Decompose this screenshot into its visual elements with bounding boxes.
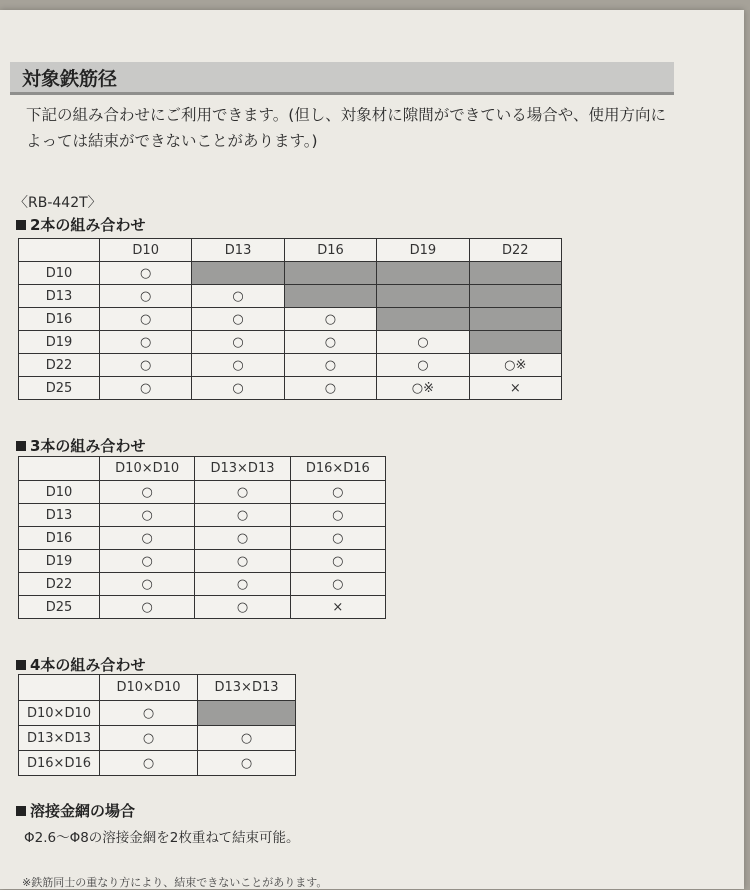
row-header: D19 bbox=[19, 550, 100, 573]
table-cell bbox=[192, 262, 284, 285]
table-cell: ○ bbox=[192, 285, 284, 308]
row-header: D16×D16 bbox=[19, 751, 100, 776]
table-cell: ○ bbox=[195, 573, 290, 596]
table-row bbox=[19, 504, 386, 527]
table-four-bar bbox=[18, 674, 296, 776]
table4-heading bbox=[16, 654, 145, 675]
table-cell: ○ bbox=[100, 262, 192, 285]
welded-mesh-heading-text: 溶接金網の場合 bbox=[30, 802, 136, 820]
table2-heading-text: 2本の組み合わせ bbox=[30, 216, 146, 234]
square-bullet-icon bbox=[16, 806, 26, 816]
table-cell: ○ bbox=[290, 527, 385, 550]
table-cell: ○ bbox=[100, 331, 192, 354]
table-cell: ○ bbox=[284, 331, 376, 354]
table-cell: ○ bbox=[100, 504, 195, 527]
table-header-row bbox=[19, 239, 562, 262]
row-header: D25 bbox=[19, 377, 100, 400]
table-cell: ○ bbox=[100, 308, 192, 331]
table-cell: ○ bbox=[192, 377, 284, 400]
table-cell: ○ bbox=[100, 377, 192, 400]
table4-heading-text: 4本の組み合わせ bbox=[30, 656, 146, 674]
welded-mesh-heading bbox=[16, 800, 135, 821]
table-row bbox=[19, 481, 386, 504]
table-row bbox=[19, 573, 386, 596]
corner-cell bbox=[19, 239, 100, 262]
table-cell: ○ bbox=[100, 573, 195, 596]
table-cell: ○※ bbox=[377, 377, 469, 400]
table-cell bbox=[469, 262, 561, 285]
footnote: ※鉄筋同士の重なり方により、結束できないことがあります。 bbox=[22, 876, 328, 889]
table-cell bbox=[284, 262, 376, 285]
table-cell: ○ bbox=[100, 527, 195, 550]
table-cell bbox=[198, 701, 296, 726]
table-row bbox=[19, 550, 386, 573]
table-cell: ○ bbox=[100, 285, 192, 308]
table-cell: ○ bbox=[195, 527, 290, 550]
column-header: D19 bbox=[377, 239, 469, 262]
square-bullet-icon bbox=[16, 441, 26, 451]
table-row bbox=[19, 262, 562, 285]
row-header: D13×D13 bbox=[19, 726, 100, 751]
table-cell: ○ bbox=[192, 331, 284, 354]
row-header: D16 bbox=[19, 527, 100, 550]
table-cell: ○ bbox=[192, 308, 284, 331]
square-bullet-icon bbox=[16, 660, 26, 670]
table-cell: ○ bbox=[100, 701, 198, 726]
table-cell: ○ bbox=[195, 550, 290, 573]
table-cell: ○ bbox=[290, 573, 385, 596]
square-bullet-icon bbox=[16, 220, 26, 230]
table-cell: ○ bbox=[192, 354, 284, 377]
table-header-row bbox=[19, 457, 386, 481]
column-header: D16×D16 bbox=[290, 457, 385, 481]
table-cell: ○ bbox=[100, 481, 195, 504]
row-header: D10 bbox=[19, 481, 100, 504]
table-row bbox=[19, 308, 562, 331]
table-cell bbox=[284, 285, 376, 308]
corner-cell bbox=[19, 675, 100, 701]
row-header: D10 bbox=[19, 262, 100, 285]
column-header: D16 bbox=[284, 239, 376, 262]
model-label: 〈RB-442T〉 bbox=[14, 195, 102, 211]
table-cell: ○ bbox=[195, 481, 290, 504]
row-header: D13 bbox=[19, 285, 100, 308]
table-row bbox=[19, 285, 562, 308]
table-cell: ○ bbox=[284, 308, 376, 331]
table-row bbox=[19, 726, 296, 751]
row-header: D10×D10 bbox=[19, 701, 100, 726]
column-header: D10×D10 bbox=[100, 675, 198, 701]
table-three-bar bbox=[18, 456, 386, 619]
table-row bbox=[19, 527, 386, 550]
table-cell bbox=[377, 285, 469, 308]
table-row bbox=[19, 354, 562, 377]
table-cell: ○ bbox=[195, 504, 290, 527]
table-cell: ○ bbox=[198, 726, 296, 751]
table-cell: ○ bbox=[377, 331, 469, 354]
table-cell bbox=[469, 308, 561, 331]
table-cell: ○ bbox=[100, 751, 198, 776]
table-cell: × bbox=[469, 377, 561, 400]
table3-heading-text: 3本の組み合わせ bbox=[30, 437, 146, 455]
table2-heading bbox=[16, 214, 145, 235]
table-row bbox=[19, 596, 386, 619]
table-cell: × bbox=[290, 596, 385, 619]
column-header: D13×D13 bbox=[195, 457, 290, 481]
table-cell bbox=[469, 285, 561, 308]
table-cell: ○ bbox=[198, 751, 296, 776]
row-header: D13 bbox=[19, 504, 100, 527]
table-cell: ○ bbox=[100, 354, 192, 377]
row-header: D16 bbox=[19, 308, 100, 331]
table-cell: ○ bbox=[284, 354, 376, 377]
row-header: D22 bbox=[19, 573, 100, 596]
table-cell bbox=[377, 308, 469, 331]
column-header: D10×D10 bbox=[100, 457, 195, 481]
table-cell: ○ bbox=[290, 550, 385, 573]
column-header: D13 bbox=[192, 239, 284, 262]
table-cell bbox=[377, 262, 469, 285]
table-cell bbox=[469, 331, 561, 354]
section-title: 対象鉄筋径 bbox=[22, 68, 118, 90]
table-cell: ○ bbox=[100, 726, 198, 751]
row-header: D22 bbox=[19, 354, 100, 377]
welded-mesh-text: Φ2.6～Φ8の溶接金網を2枚重ねて結束可能。 bbox=[24, 830, 300, 846]
table-row bbox=[19, 701, 296, 726]
table-header-row bbox=[19, 675, 296, 701]
column-header: D22 bbox=[469, 239, 561, 262]
row-header: D19 bbox=[19, 331, 100, 354]
table-cell: ○ bbox=[284, 377, 376, 400]
table-two-bar bbox=[18, 238, 562, 400]
corner-cell bbox=[19, 457, 100, 481]
table-cell: ○ bbox=[100, 550, 195, 573]
table-row bbox=[19, 331, 562, 354]
row-header: D25 bbox=[19, 596, 100, 619]
table-cell: ○ bbox=[290, 504, 385, 527]
table-cell: ○ bbox=[195, 596, 290, 619]
column-header: D13×D13 bbox=[198, 675, 296, 701]
section-header bbox=[10, 62, 674, 95]
table3-heading bbox=[16, 435, 145, 456]
manual-page bbox=[0, 10, 744, 889]
table-row bbox=[19, 377, 562, 400]
table-row bbox=[19, 751, 296, 776]
table-cell: ○ bbox=[290, 481, 385, 504]
table-cell: ○ bbox=[377, 354, 469, 377]
intro-text: 下記の組み合わせにご利用できます。(但し、対象材に隙間ができている場合や、使用方向によっては結束ができないことがあります。) bbox=[26, 106, 667, 150]
column-header: D10 bbox=[100, 239, 192, 262]
table-cell: ○※ bbox=[469, 354, 561, 377]
table-cell: ○ bbox=[100, 596, 195, 619]
